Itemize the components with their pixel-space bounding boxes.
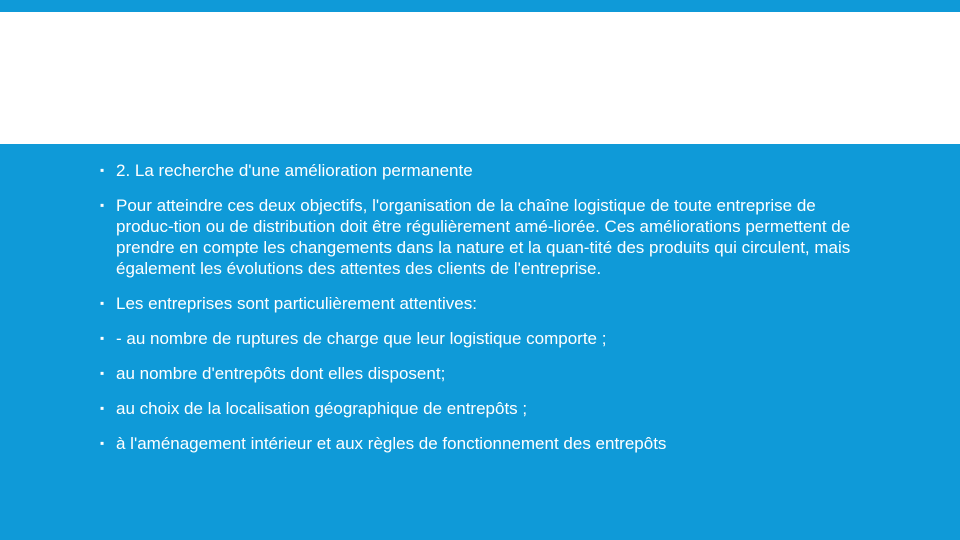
bullet-item-entrepots [100,363,860,384]
bullet-item-ruptures [100,328,860,349]
bullet-icon: ▪ [100,296,105,310]
bullet-icon: ▪ [100,401,105,415]
bullet-icon: ▪ [100,163,105,177]
bullet-icon: ▪ [100,331,105,345]
slide-content [100,160,860,468]
bullet-text: 2. La recherche d'une amélioration permanente [116,161,473,180]
bullet-item-heading [100,160,860,181]
bullet-icon: ▪ [100,198,105,212]
bullet-item-attentives [100,293,860,314]
bullet-icon: ▪ [100,366,105,380]
bullet-icon: ▪ [100,436,105,450]
bullet-item-amenagement [100,433,860,454]
bullet-text: au nombre d'entrepôts dont elles disposent; [116,364,446,383]
bullet-text: Les entreprises sont particulièrement attentives: [116,294,477,313]
bullet-item-localisation [100,398,860,419]
bullet-text: au choix de la localisation géographique de entrepôts ; [116,399,528,418]
bullet-text: à l'aménagement intérieur et aux règles de fonctionnement des entrepôts [116,434,667,453]
bullet-text: Pour atteindre ces deux objectifs, l'organisation de la chaîne logistique de toute entreprise de produc-tion ou de distribution doit être régulièrement amé-liorée. Ces améliorations permettent de prendre en compte les changements dans la nature et la quan-tité des produits qui circulent, mais également les évolutions des attentes des clients de l'entreprise. [116,196,851,278]
bullet-text: - au nombre de ruptures de charge que leur logistique comporte ; [116,329,607,348]
bullet-item-paragraph [100,195,860,279]
title-band [0,12,960,144]
